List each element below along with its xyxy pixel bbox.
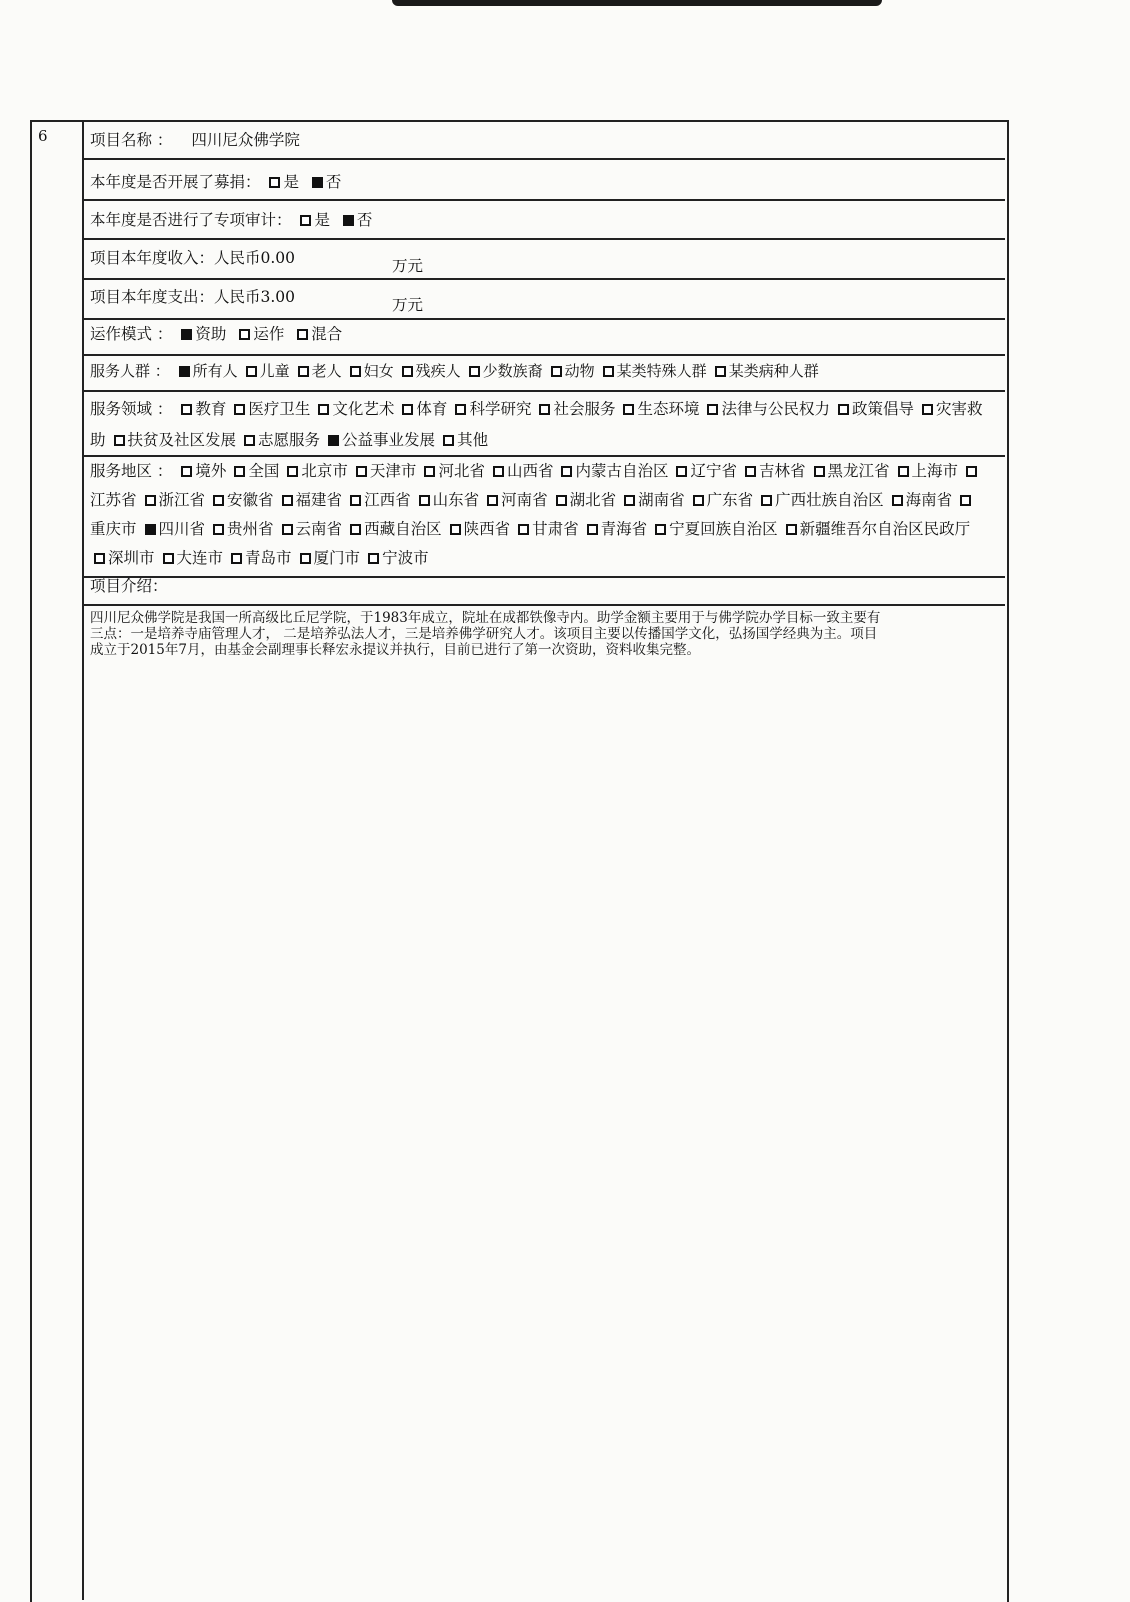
row-divider <box>84 604 1005 606</box>
option-checkbox[interactable] <box>922 404 933 415</box>
mode-fund-label: 资助 <box>195 325 227 343</box>
audit-row <box>90 208 376 230</box>
option-checkbox[interactable] <box>94 553 105 564</box>
option-label: 安徽省 <box>227 491 274 509</box>
option-checkbox[interactable] <box>181 466 192 477</box>
option-label: 境外 <box>195 462 227 480</box>
option-label: 青海省 <box>600 520 648 538</box>
option-checkbox[interactable] <box>402 404 413 415</box>
option-checkbox[interactable] <box>786 524 797 535</box>
option-checkbox[interactable] <box>350 495 361 506</box>
row-index: 6 <box>38 127 48 145</box>
option-label: 灾害救助 <box>90 400 983 449</box>
mode-operate-label: 运作 <box>253 325 285 343</box>
option-label: 志愿服务 <box>258 431 321 449</box>
option-label: 湖北省 <box>569 491 617 509</box>
option-label: 福建省 <box>295 491 343 509</box>
service-groups-options <box>175 362 823 380</box>
option-label: 北京市 <box>301 462 348 480</box>
intro-label: 项目介绍： <box>90 577 168 595</box>
intro-text: 四川尼众佛学院是我国一所高级比丘尼学院，于1983年成立，院址在成都铁像寺内。助学金额主要用于与佛学院办学目标一致主要有三点：一是培养寺庙管理人才， 二是培养弘法人才，三是培养佛学研究人才。该项目主要以传播国学文化，弘扬国学经典为主。项目成立于2015年7月，由基金会副理事长释宏永提议并执行，目前已进行了第一次资助，资料收集完整。 <box>90 610 881 658</box>
option-checkbox[interactable] <box>287 466 298 477</box>
option-checkbox[interactable] <box>814 466 825 477</box>
option-label: 体育 <box>416 400 448 418</box>
option-label: 青岛市 <box>245 549 292 567</box>
option-label: 儿童 <box>259 362 290 380</box>
option-label: 山东省 <box>432 491 480 509</box>
operation-mode-row <box>90 322 346 344</box>
row-divider <box>84 278 1005 280</box>
option-label: 黑龙江省 <box>827 462 890 480</box>
service-regions-options <box>90 462 980 567</box>
option-checkbox[interactable] <box>556 495 567 506</box>
option-label: 江苏省 <box>90 491 137 509</box>
option-label: 法律与公民权力 <box>721 400 830 418</box>
option-checkbox[interactable] <box>655 524 666 535</box>
option-checkbox[interactable] <box>318 404 329 415</box>
option-checkbox[interactable] <box>114 435 125 446</box>
option-checkbox[interactable] <box>300 553 311 564</box>
option-label: 宁波市 <box>382 549 429 567</box>
option-checkbox[interactable] <box>298 366 309 377</box>
option-checkbox[interactable] <box>838 404 849 415</box>
fundraising-yes-checkbox[interactable] <box>269 177 280 188</box>
option-checkbox[interactable] <box>960 495 971 506</box>
option-checkbox[interactable] <box>469 366 480 377</box>
option-checkbox[interactable] <box>493 466 504 477</box>
fundraising-yes-label: 是 <box>283 173 299 191</box>
option-label: 残疾人 <box>415 362 461 380</box>
option-label: 大连市 <box>176 549 224 567</box>
index-column-divider <box>82 120 84 1600</box>
option-checkbox[interactable] <box>328 435 339 446</box>
option-label: 某类特殊人群 <box>616 362 707 380</box>
option-checkbox[interactable] <box>623 404 634 415</box>
option-checkbox[interactable] <box>424 466 435 477</box>
option-checkbox[interactable] <box>624 495 635 506</box>
row-divider <box>84 238 1005 240</box>
option-label: 医疗卫生 <box>248 400 311 418</box>
option-checkbox[interactable] <box>350 366 361 377</box>
option-label: 生态环境 <box>637 400 700 418</box>
option-label: 少数族裔 <box>482 362 543 380</box>
option-checkbox[interactable] <box>282 495 293 506</box>
option-checkbox[interactable] <box>603 366 614 377</box>
mode-mixed-label: 混合 <box>311 325 343 343</box>
operation-mode-label: 运作模式 ： <box>90 325 173 343</box>
mode-fund-checkbox[interactable] <box>181 329 192 340</box>
option-checkbox[interactable] <box>419 495 430 506</box>
mode-operate-checkbox[interactable] <box>239 329 250 340</box>
option-checkbox[interactable] <box>231 553 242 564</box>
row-divider <box>84 390 1005 392</box>
option-label: 动物 <box>564 362 595 380</box>
option-label: 海南省 <box>905 491 953 509</box>
option-checkbox[interactable] <box>163 553 174 564</box>
option-label: 教育 <box>195 400 227 418</box>
option-checkbox[interactable] <box>761 495 772 506</box>
option-label: 天津市 <box>369 462 417 480</box>
option-label: 湖南省 <box>638 491 685 509</box>
option-label: 文化艺术 <box>332 400 395 418</box>
option-label: 社会服务 <box>553 400 616 418</box>
service-regions-row <box>90 457 985 573</box>
option-label: 扶贫及社区发展 <box>127 431 237 449</box>
audit-yes-label: 是 <box>314 211 330 229</box>
income-unit: 万元 <box>392 257 424 275</box>
option-label: 甘肃省 <box>532 520 579 538</box>
option-label: 厦门市 <box>313 549 361 567</box>
option-label: 吉林省 <box>759 462 806 480</box>
fundraising-row <box>90 170 345 192</box>
option-checkbox[interactable] <box>234 466 245 477</box>
income-row <box>90 246 295 268</box>
option-checkbox[interactable] <box>898 466 909 477</box>
option-label: 所有人 <box>192 362 238 380</box>
row-divider <box>84 199 1005 201</box>
scan-top-edge <box>392 0 882 6</box>
option-checkbox[interactable] <box>455 404 466 415</box>
option-checkbox[interactable] <box>402 366 413 377</box>
option-label: 陕西省 <box>463 520 511 538</box>
fundraising-no-label: 否 <box>325 173 342 191</box>
option-checkbox[interactable] <box>443 435 454 446</box>
option-checkbox[interactable] <box>693 495 704 506</box>
expense-unit: 万元 <box>392 296 424 314</box>
option-checkbox[interactable] <box>234 404 245 415</box>
row-divider <box>84 576 1005 578</box>
expense-label: 项目本年度支出：人民币 <box>90 288 261 306</box>
option-checkbox[interactable] <box>587 524 598 535</box>
row-divider <box>84 158 1005 160</box>
option-checkbox[interactable] <box>181 404 192 415</box>
option-checkbox[interactable] <box>145 495 156 506</box>
project-name-row <box>90 128 300 150</box>
option-checkbox[interactable] <box>715 366 726 377</box>
audit-no-checkbox[interactable] <box>343 215 354 226</box>
option-label: 广西壮族自治区 <box>775 491 884 509</box>
option-label: 老人 <box>311 362 342 380</box>
option-checkbox[interactable] <box>244 435 255 446</box>
option-label: 云南省 <box>295 520 343 538</box>
option-checkbox[interactable] <box>368 553 379 564</box>
option-label: 山西省 <box>506 462 554 480</box>
option-label: 新疆维吾尔自治区民政厅 <box>799 520 971 538</box>
project-name-label: 项目名称 ： <box>90 131 173 149</box>
option-label: 内蒙古自治区 <box>575 462 669 480</box>
option-checkbox[interactable] <box>450 524 461 535</box>
option-label: 四川省 <box>158 520 206 538</box>
option-label: 浙江省 <box>158 491 206 509</box>
row-divider <box>84 318 1005 320</box>
option-label: 河北省 <box>438 462 485 480</box>
option-label: 广东省 <box>706 491 754 509</box>
income-amount: 0.00 <box>260 249 296 267</box>
option-label: 公益事业发展 <box>342 431 436 449</box>
service-groups-label: 服务人群 ： <box>90 362 170 380</box>
option-label: 其他 <box>457 431 489 449</box>
expense-amount: 3.00 <box>260 288 296 306</box>
option-checkbox[interactable] <box>966 466 977 477</box>
option-label: 重庆市 <box>90 520 137 538</box>
service-fields-label: 服务领域 ： <box>90 400 173 418</box>
option-label: 深圳市 <box>108 549 155 567</box>
mode-mixed-checkbox[interactable] <box>297 329 308 340</box>
option-checkbox[interactable] <box>213 524 224 535</box>
option-checkbox[interactable] <box>282 524 293 535</box>
option-label: 妇女 <box>363 362 394 380</box>
option-checkbox[interactable] <box>745 466 756 477</box>
option-checkbox[interactable] <box>539 404 550 415</box>
option-label: 科学研究 <box>469 400 532 418</box>
option-label: 辽宁省 <box>690 462 737 480</box>
option-label: 全国 <box>248 462 280 480</box>
project-name-value: 四川尼众佛学院 <box>191 131 300 149</box>
option-checkbox[interactable] <box>487 495 498 506</box>
option-checkbox[interactable] <box>676 466 687 477</box>
option-label: 江西省 <box>364 491 411 509</box>
option-label: 上海市 <box>911 462 959 480</box>
option-checkbox[interactable] <box>213 495 224 506</box>
service-fields-options <box>90 400 983 449</box>
option-checkbox[interactable] <box>892 495 903 506</box>
option-label: 贵州省 <box>227 520 274 538</box>
audit-no-label: 否 <box>356 211 373 229</box>
audit-yes-checkbox[interactable] <box>300 215 311 226</box>
service-groups-row <box>90 360 823 381</box>
option-checkbox[interactable] <box>350 524 361 535</box>
option-label: 政策倡导 <box>852 400 915 418</box>
expense-row <box>90 285 295 307</box>
audit-label: 本年度是否进行了专项审计： <box>90 211 292 229</box>
option-label: 河南省 <box>501 491 548 509</box>
option-checkbox[interactable] <box>356 466 367 477</box>
fundraising-no-checkbox[interactable] <box>312 177 323 188</box>
option-checkbox[interactable] <box>707 404 718 415</box>
option-label: 某类病种人群 <box>728 362 819 380</box>
option-checkbox[interactable] <box>551 366 562 377</box>
option-checkbox[interactable] <box>518 524 529 535</box>
option-checkbox[interactable] <box>246 366 257 377</box>
option-label: 宁夏回族自治区 <box>669 520 778 538</box>
option-label: 西藏自治区 <box>364 520 442 538</box>
income-label: 项目本年度收入：人民币 <box>90 249 261 267</box>
option-checkbox[interactable] <box>179 366 190 377</box>
service-fields-row <box>90 394 990 456</box>
fundraising-label: 本年度是否开展了募捐： <box>90 173 261 191</box>
option-checkbox[interactable] <box>561 466 572 477</box>
row-divider <box>84 354 1005 356</box>
option-checkbox[interactable] <box>145 524 156 535</box>
service-regions-label: 服务地区 ： <box>90 462 173 480</box>
